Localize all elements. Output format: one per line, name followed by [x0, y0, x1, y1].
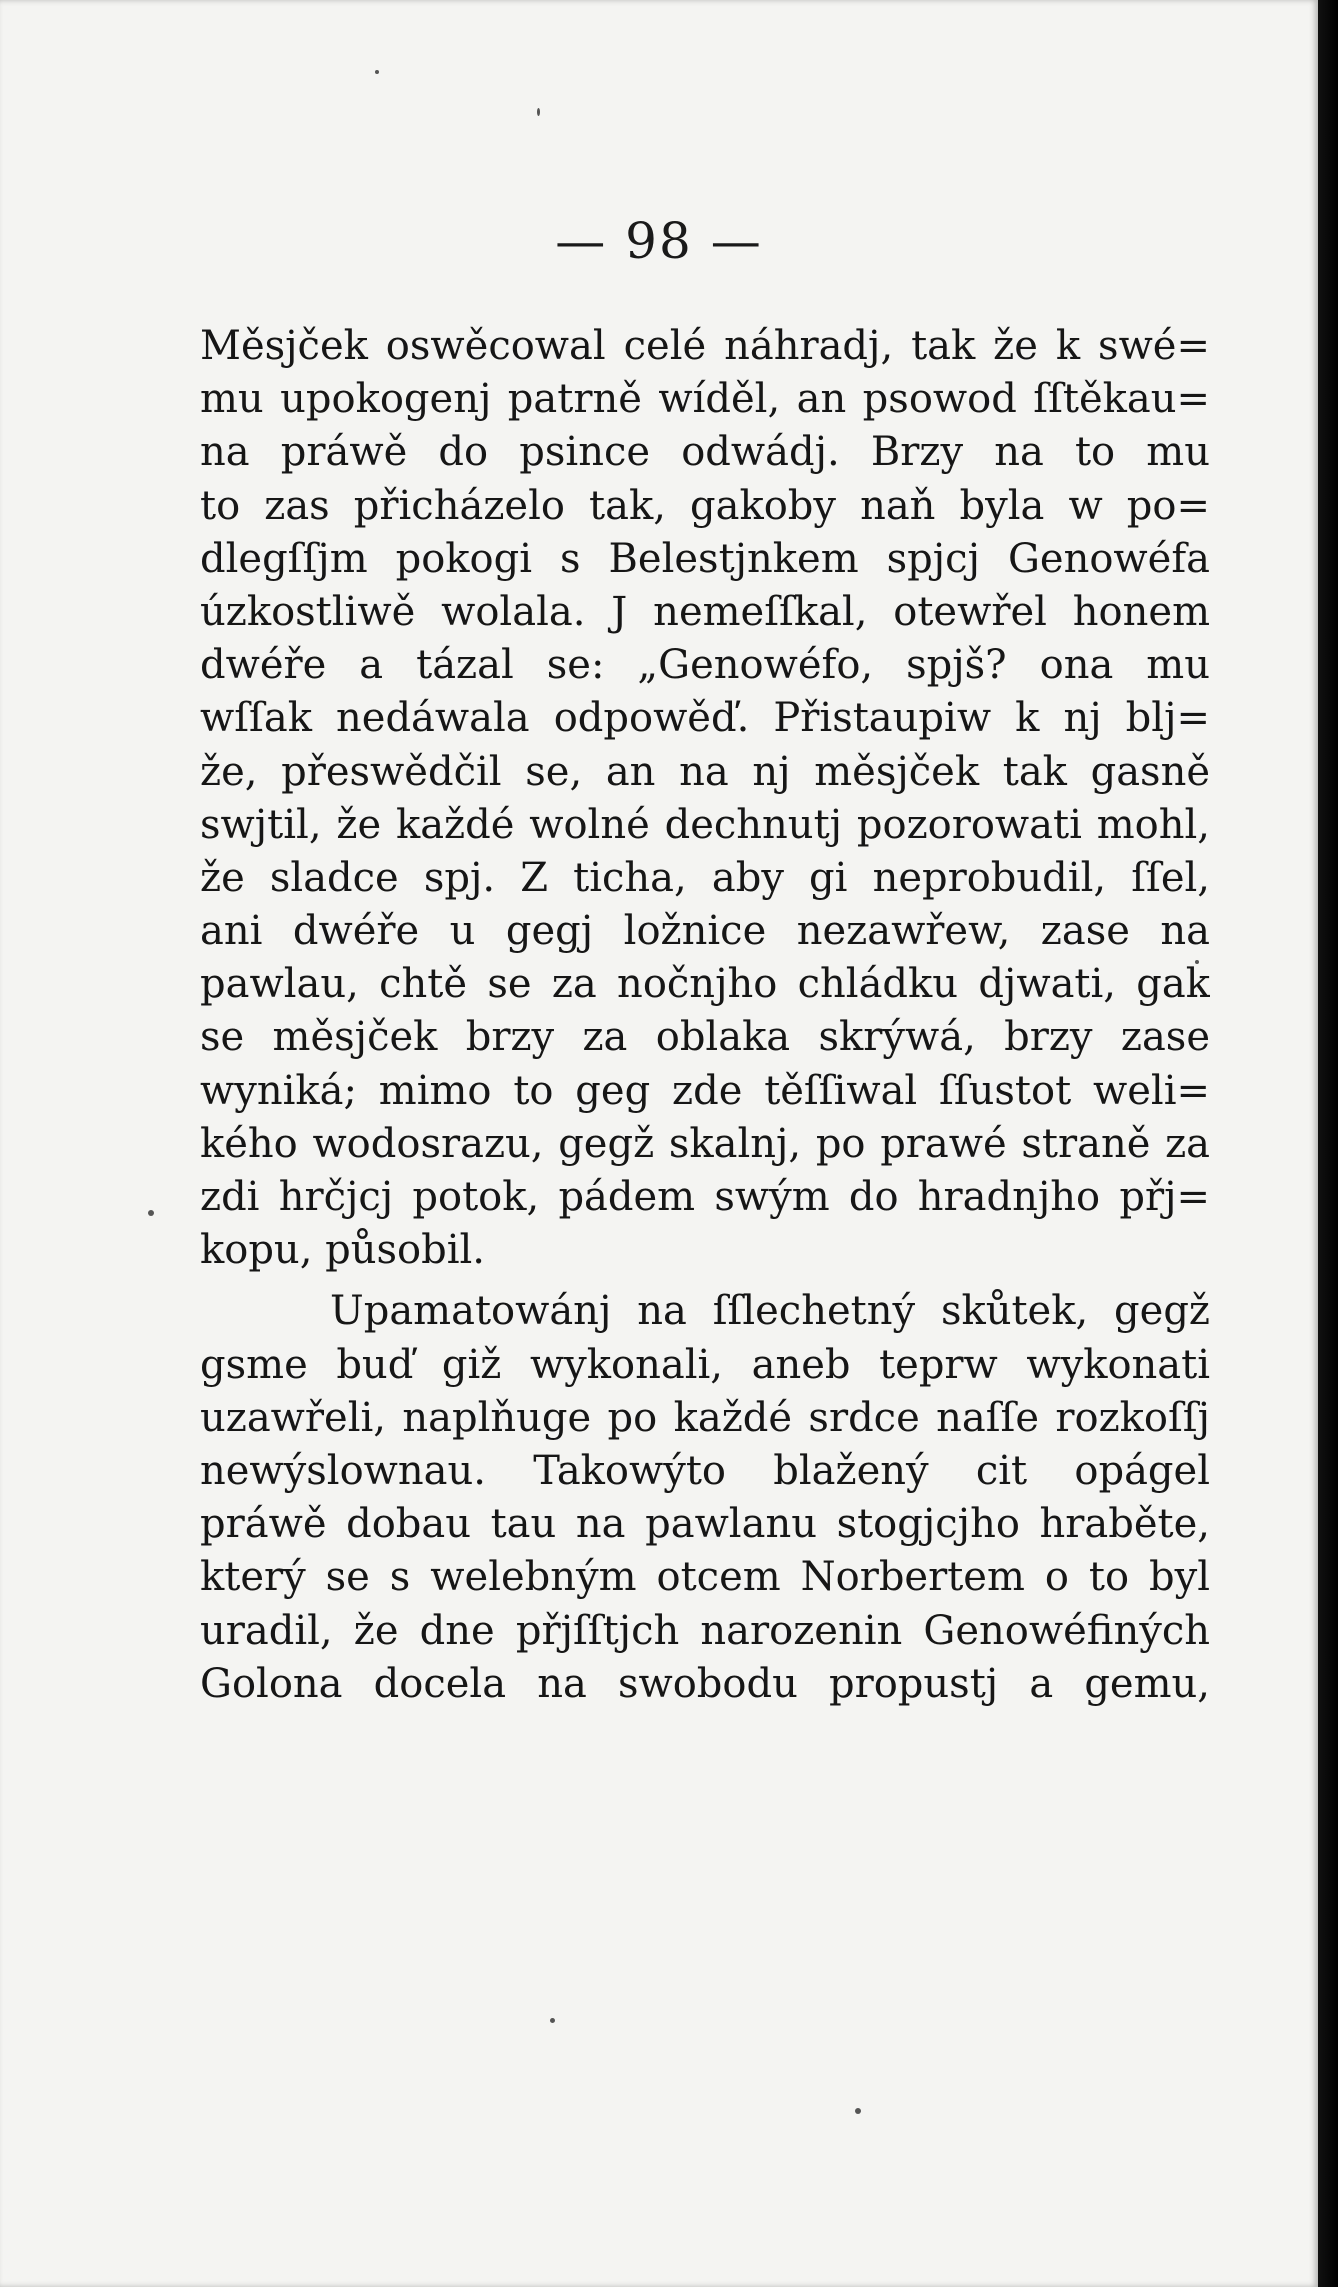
paper-speck	[855, 2108, 861, 2114]
text-line: pawlau, chtě se za nočnjho chládku djwati, gak	[200, 961, 1210, 1008]
text-line: dlegſſjm pokogi s Belestjnkem spjcj Genowéfa	[200, 535, 1210, 582]
paper-speck	[375, 70, 379, 74]
text-line: kopu, působil.	[200, 1227, 485, 1274]
page-edge	[1318, 0, 1338, 2287]
text-line: zdi hrčjcj potok, pádem swým do hradnjho přj=	[200, 1174, 1210, 1220]
text-line: Měsjček oswěcowal celé náhradj, tak že k swé=	[200, 323, 1210, 369]
text-line: swjtil, že každé wolné dechnutj pozorowati mohl,	[200, 801, 1210, 848]
paper-speck	[537, 108, 540, 116]
text-line: že, přeswědčil se, an na nj měsjček tak gasně	[200, 748, 1210, 795]
text-line: gsme buď giž wykonali, aneb teprw wykonati	[200, 1341, 1210, 1388]
text-line: uradil, že dne přjſſtjch narozenin Genowéfiných	[200, 1607, 1210, 1654]
text-line: kého wodosrazu, gegž skalnj, po prawé straně za	[200, 1120, 1210, 1167]
text-line: newýslownau. Takowýto blažený cit opágel	[200, 1447, 1210, 1494]
text-line: úzkostliwě wolala. J nemeſſkal, otewřel honem	[200, 588, 1210, 635]
text-line: Upamatowánj na ſſlechetný skůtek, gegž	[330, 1288, 1210, 1335]
text-line: wyniká; mimo to geg zde těſſiwal ſſustot weli=	[200, 1067, 1210, 1114]
text-line: že sladce spj. Z ticha, aby gi neprobudil, ſſel,	[200, 854, 1210, 901]
text-line: na práwě do psince odwádj. Brzy na to mu	[200, 429, 1210, 476]
paragraph	[200, 320, 1210, 1277]
text-line: práwě dobau tau na pawlanu stogjcjho hraběte,	[200, 1501, 1210, 1548]
text-line: uzawřeli, naplňuge po každé srdce naſſe rozkoſſj	[200, 1394, 1210, 1441]
text-line: který se s welebným otcem Norbertem o to byl	[200, 1554, 1210, 1601]
text-line: ani dwéře u gegj ložnice nezawřew, zase na	[200, 908, 1210, 955]
text-line: dwéře a tázal se: „Genowéfo, spjš? ona mu	[200, 642, 1210, 689]
text-line: wſſak nedáwala odpowěď. Přistaupiw k nj blj=	[200, 695, 1210, 742]
paper-speck	[550, 2018, 555, 2023]
text-line: to zas přicházelo tak, gakoby naň byla w po=	[200, 482, 1210, 529]
page-number: — 98 —	[555, 212, 763, 270]
paragraph	[200, 1285, 1210, 1711]
text-line: mu upokogenj patrně wíděl, an psowod ſſtěkau=	[200, 376, 1210, 423]
text-line: Golona docela na swobodu propustj a gemu,	[200, 1660, 1210, 1707]
paper-speck	[148, 1210, 154, 1216]
body-text	[200, 320, 1210, 1711]
text-line: se měsjček brzy za oblaka skrýwá, brzy zase	[200, 1014, 1210, 1061]
